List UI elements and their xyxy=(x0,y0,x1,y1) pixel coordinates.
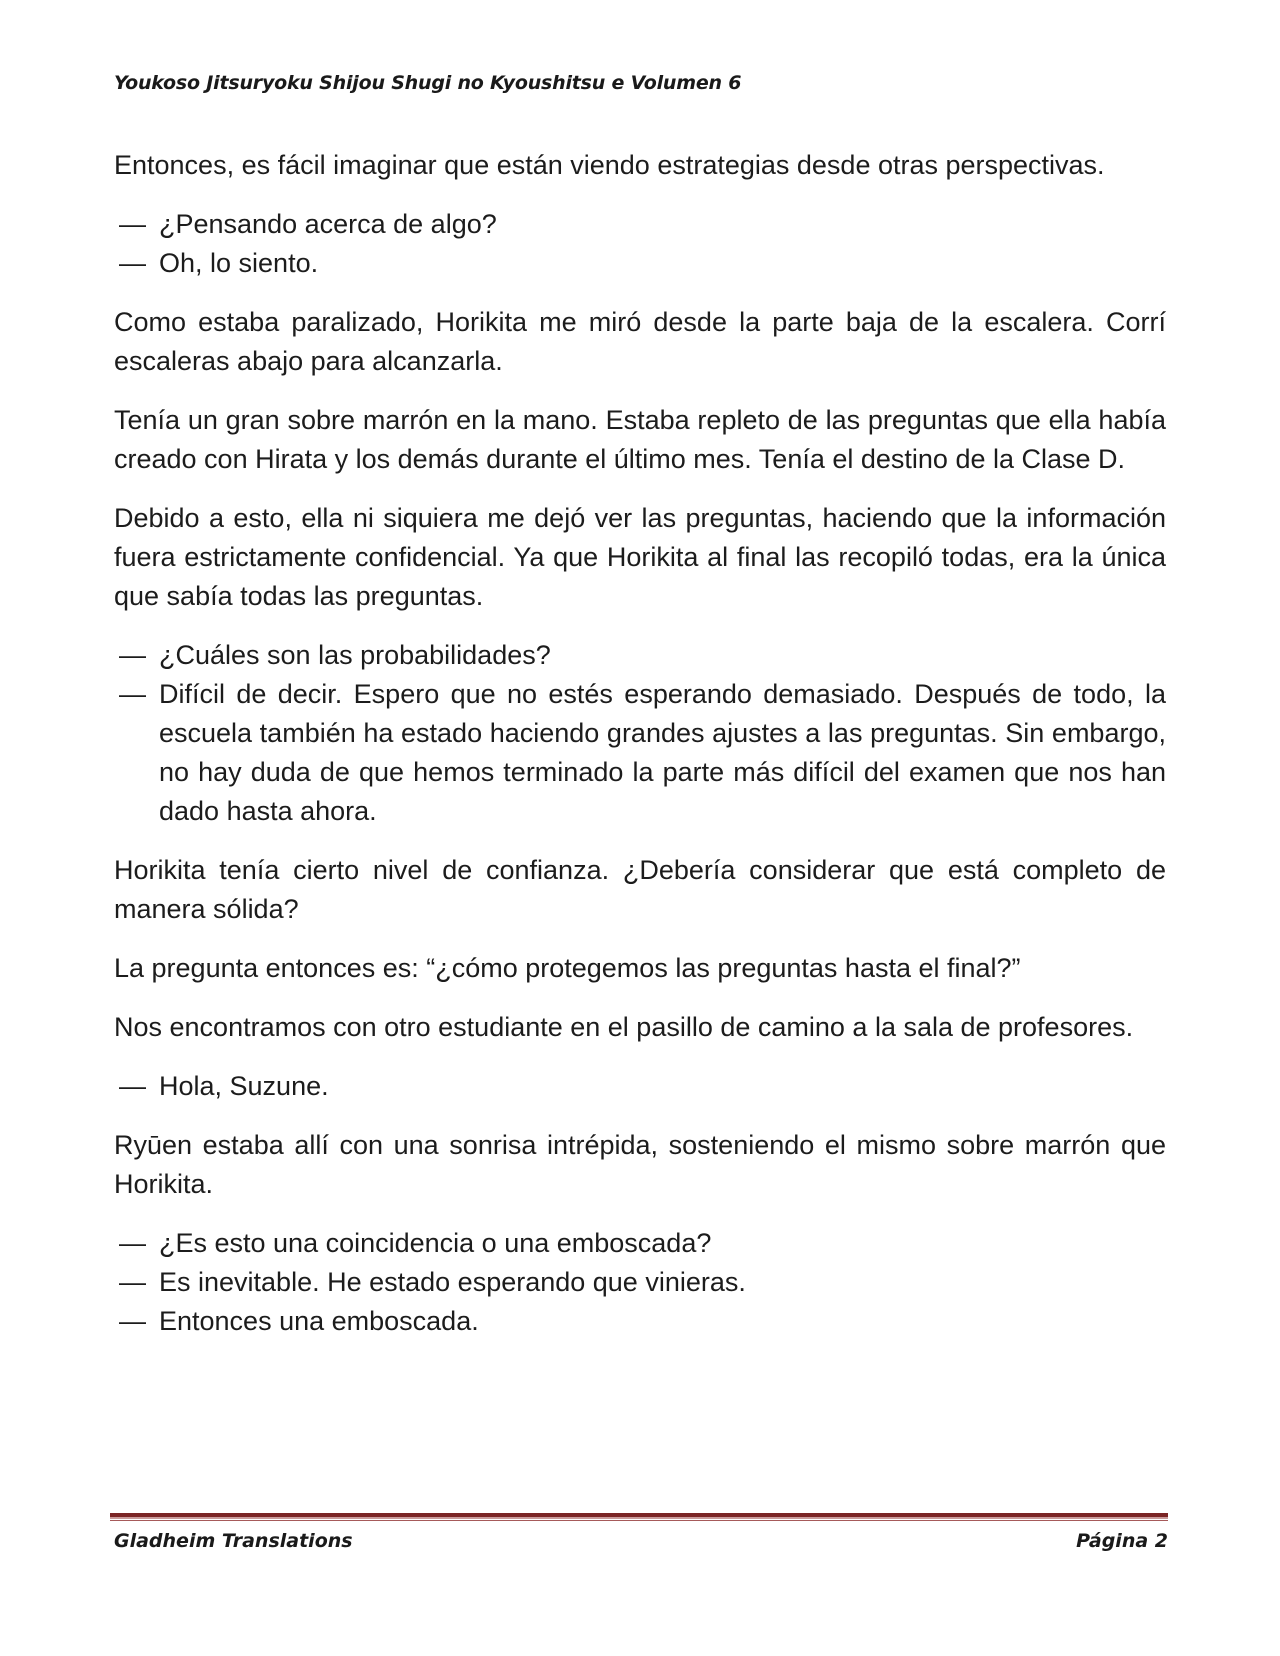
paragraph: Debido a esto, ella ni siquiera me dejó ver las preguntas, haciendo que la información fuera estrictamente confidencial. Ya que Horikita al final las recopiló todas, era la única que sabía todas las preguntas. xyxy=(114,503,1166,611)
dialogue-block xyxy=(114,205,1166,283)
dialogue-block xyxy=(114,1224,1166,1341)
footer-divider xyxy=(110,1513,1168,1519)
dialogue-text: ¿Cuáles son las probabilidades? xyxy=(159,640,551,670)
paragraph: Como estaba paralizado, Horikita me miró desde la parte baja de la escalera. Corrí escaleras abajo para alcanzarla. xyxy=(114,307,1166,376)
dialogue-text: Hola, Suzune. xyxy=(159,1071,329,1101)
dialogue-line xyxy=(114,244,1166,283)
dialogue-line xyxy=(114,205,1166,244)
em-dash: — xyxy=(119,1071,146,1101)
em-dash: — xyxy=(119,1306,146,1336)
paragraph: Tenía un gran sobre marrón en la mano. Estaba repleto de las preguntas que ella había creado con Hirata y los demás durante el último mes. Tenía el destino de la Clase D. xyxy=(114,405,1166,474)
paragraph: Horikita tenía cierto nivel de confianza. ¿Debería considerar que está completo de manera sólida? xyxy=(114,855,1166,924)
dialogue-line xyxy=(114,1067,1166,1106)
paragraph: La pregunta entonces es: “¿cómo protegemos las preguntas hasta el final?” xyxy=(114,953,1021,983)
dialogue-block xyxy=(114,1067,1166,1106)
dialogue-text: Oh, lo siento. xyxy=(159,248,319,278)
em-dash: — xyxy=(119,679,146,709)
dialogue-text: Difícil de decir. Espero que no estés esperando demasiado. Después de todo, la escuela también ha estado haciendo grandes ajustes a las preguntas. Sin embargo, no hay duda de que hemos terminado la parte más difícil del examen que nos han dado hasta ahora. xyxy=(159,679,1166,826)
dialogue-line xyxy=(114,1263,1166,1302)
dialogue-text: ¿Pensando acerca de algo? xyxy=(159,209,497,239)
dialogue-line xyxy=(114,1224,1166,1263)
page-header-title: Youkoso Jitsuryoku Shijou Shugi no Kyoushitsu e Volumen 6 xyxy=(114,72,742,94)
em-dash: — xyxy=(119,248,146,278)
paragraph: Entonces, es fácil imaginar que están viendo estrategias desde otras perspectivas. xyxy=(114,150,1105,180)
em-dash: — xyxy=(119,209,146,239)
footer-page-number: Página 2 xyxy=(1076,1530,1168,1552)
footer-translator-credit: Gladheim Translations xyxy=(114,1530,353,1552)
page-body xyxy=(114,146,1166,1361)
em-dash: — xyxy=(119,1228,146,1258)
paragraph: Ryūen estaba allí con una sonrisa intrépida, sosteniendo el mismo sobre marrón que Horikita. xyxy=(114,1130,1166,1199)
footer-divider-thin xyxy=(110,1520,1168,1521)
dialogue-line xyxy=(114,675,1166,831)
em-dash: — xyxy=(119,640,146,670)
dialogue-text: ¿Es esto una coincidencia o una emboscada? xyxy=(159,1228,712,1258)
em-dash: — xyxy=(119,1267,146,1297)
dialogue-line xyxy=(114,1302,1166,1341)
dialogue-text: Es inevitable. He estado esperando que vinieras. xyxy=(159,1267,746,1297)
dialogue-line xyxy=(114,636,1166,675)
dialogue-block xyxy=(114,636,1166,831)
dialogue-text: Entonces una emboscada. xyxy=(159,1306,479,1336)
paragraph: Nos encontramos con otro estudiante en el pasillo de camino a la sala de profesores. xyxy=(114,1012,1134,1042)
